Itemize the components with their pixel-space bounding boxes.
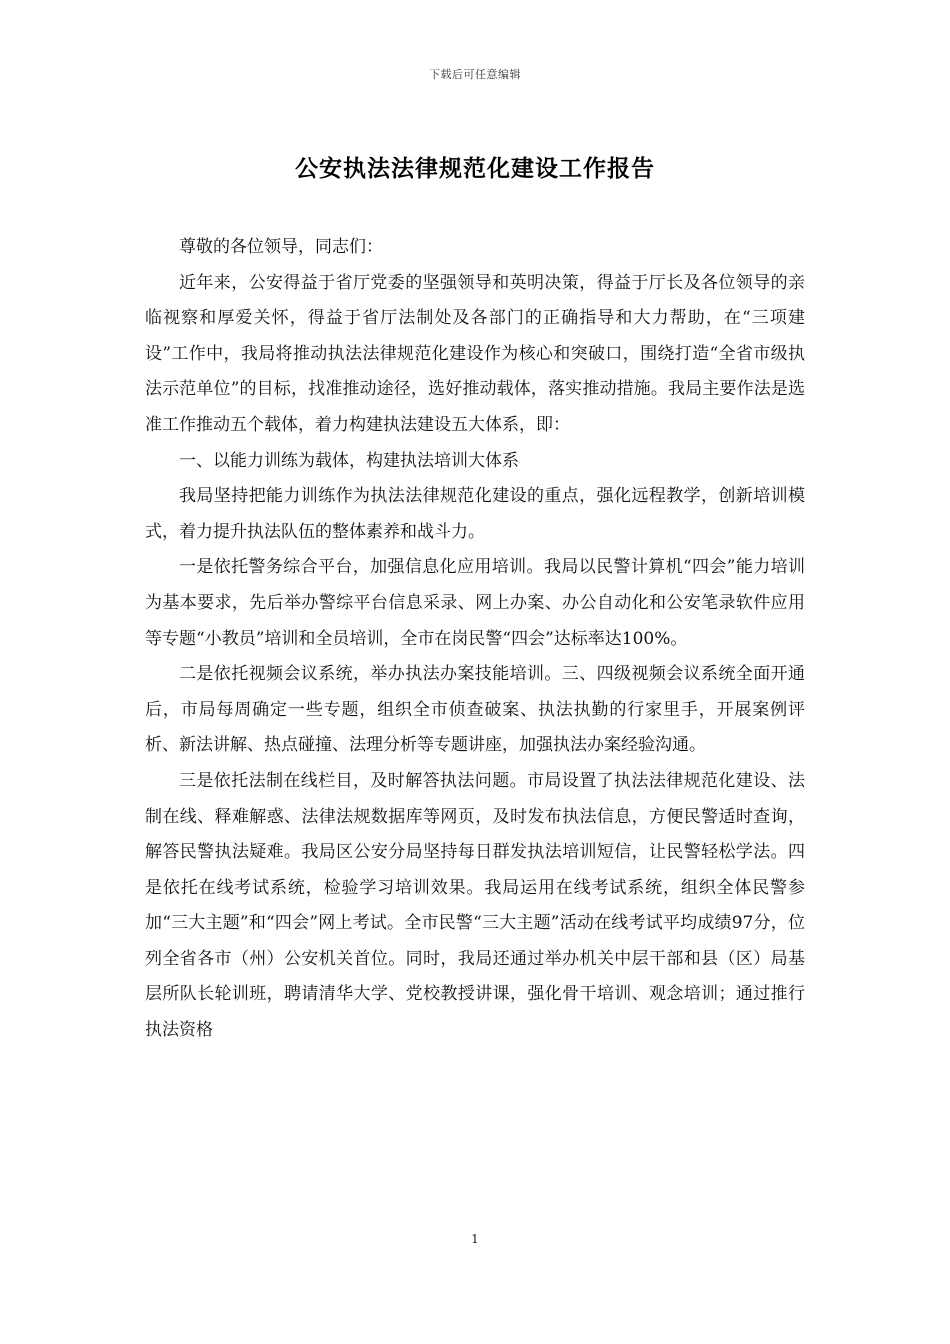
paragraph-point-one: 一是依托警务综合平台，加强信息化应用培训。我局以民警计算机“四会”能力培训为基本要求，先后举办警综平台信息采录、网上办案、办公自动化和公安笔录软件应用等专题“小教员”培训和全员培训，全市在岗民警“四会”达标率达100%。	[145, 557, 805, 649]
page-number: 1	[471, 1232, 479, 1246]
document-title: 公安执法法律规范化建设工作报告	[295, 155, 655, 182]
paragraph-section-summary: 我局坚持把能力训练作为执法法律规范化建设的重点，强化远程教学，创新培训模式，着力提升执法队伍的整体素养和战斗力。	[145, 486, 805, 542]
section-heading: 一、以能力训练为载体，构建执法培训大体系	[179, 450, 519, 471]
header-note: 下载后可任意编辑	[429, 68, 521, 81]
paragraph-point-two: 二是依托视频会议系统，举办执法办案技能培训。三、四级视频会议系统全面开通后，市局每周确定一些专题，组织全市侦查破案、执法执勤的行家里手，开展案例评析、新法讲解、热点碰撞、法理分析等专题讲座，加强执法办案经验沟通。	[145, 664, 805, 756]
document-body	[145, 230, 805, 1049]
salutation: 尊敬的各位领导，同志们：	[179, 237, 383, 257]
paragraph-point-three: 三是依托法制在线栏目，及时解答执法问题。市局设置了执法法律规范化建设、法制在线、释难解惑、法律法规数据库等网页，及时发布执法信息，方便民警适时查询，解答民警执法疑难。我局区公安分局坚持每日群发执法培训短信，让民警轻松学法。四是依托在线考试系统，检验学习培训效果。我局运用在线考试系统，组织全体民警参加“三大主题”和“四会”网上考试。全市民警“三大主题”活动在线考试平均成绩97分，位列全省各市（州）公安机关首位。同时，我局还通过举办机关中层干部和县（区）局基层所队长轮训班，聘请清华大学、党校教授讲课，强化骨干培训、观念培训；通过推行执法资格	[145, 770, 805, 1041]
paragraph-intro: 近年来，公安得益于省厅党委的坚强领导和英明决策，得益于厅长及各位领导的亲临视察和厚爱关怀，得益于省厅法制处及各部门的正确指导和大力帮助，在“三项建设”工作中，我局将推动执法法律规范化建设作为核心和突破口，围绕打造“全省市级执法示范单位”的目标，找准推动途径，选好推动载体，落实推动措施。我局主要作法是选准工作推动五个载体，着力构建执法建设五大体系，即：	[145, 272, 805, 435]
